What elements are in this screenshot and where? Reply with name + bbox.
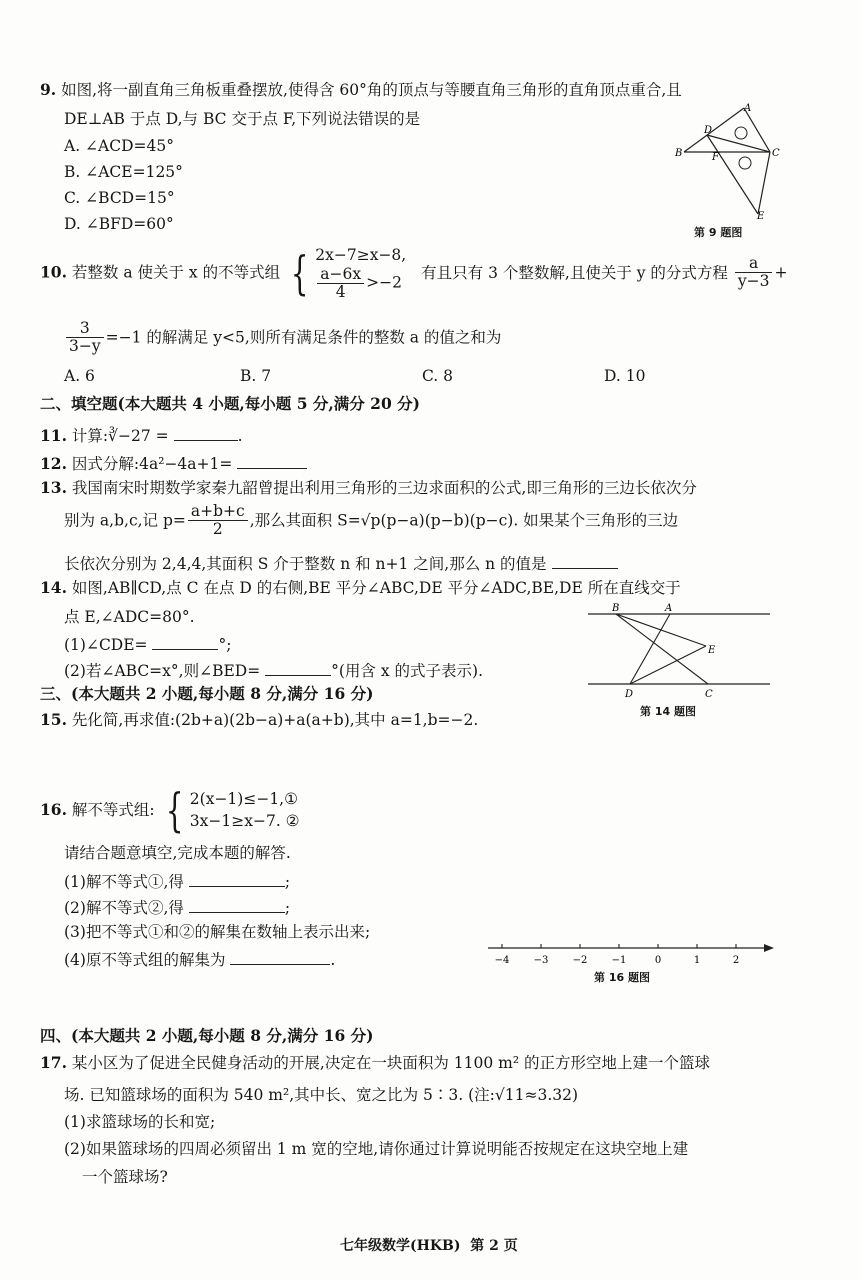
q9-option-d: D. ∠BFD=60°	[64, 215, 174, 233]
q10-line2	[64, 320, 501, 355]
q13-text-1: 我国南宋时期数学家秦九韶曾提出利用三角形的三边求面积的公式,即三角形的三边长依次分	[71, 479, 697, 497]
q16-part2	[64, 896, 290, 918]
q9-line1	[40, 80, 682, 100]
q16-caption: 第 16 题图	[594, 971, 650, 984]
q16-instructions: 请结合题意填空,完成本题的解答.	[64, 844, 291, 862]
q16-tick-label: −4	[494, 955, 510, 966]
q10-frac1-num: a	[735, 255, 773, 273]
q14-part2-blank[interactable]	[265, 659, 331, 676]
q16-part1-blank[interactable]	[189, 870, 285, 887]
q16-tick-label: −3	[533, 955, 549, 966]
q14-label-a: A	[665, 603, 673, 614]
q14-line1	[40, 578, 681, 598]
q15	[40, 710, 478, 730]
q10-system-row1: 2x−7≥x−8,	[315, 246, 407, 264]
q10-frac1-den: y−3	[737, 272, 770, 290]
q17-number: 17.	[40, 1053, 67, 1072]
q10-line1	[40, 244, 787, 301]
q15-text: 先化简,再求值:(2b+a)(2b−a)+a(a+b),其中 a=1,b=−2.	[71, 711, 479, 729]
q13-text-3: 长依次分别为 2,4,4,其面积 S 介于整数 n 和 n+1 之间,那么 n 的值是	[64, 555, 547, 573]
q9-option-c: C. ∠BCD=15°	[64, 189, 175, 207]
q13-text-2a: 别为 a,b,c,记 p=	[64, 511, 186, 530]
q10-sys-num: a−6x	[317, 266, 364, 284]
q12-number: 12.	[40, 454, 67, 473]
section-4-title: 四、(本大题共 2 小题,每小题 8 分,满分 16 分)	[40, 1026, 374, 1045]
q16-part4-blank[interactable]	[230, 948, 330, 965]
q9-figure	[672, 102, 788, 222]
q16-number-line	[482, 936, 782, 970]
q9-text-1: 如图,将一副直角三角板重叠摆放,使得含 60°角的顶点与等腰直角三角形的直角顶点重合,且	[61, 81, 682, 99]
q13-line3	[64, 552, 618, 574]
q9-number: 9.	[40, 80, 57, 99]
q10-fraction-2	[66, 320, 104, 355]
section-2-title: 二、填空题(本大题共 4 小题,每小题 5 分,满分 20 分)	[40, 394, 420, 413]
q14-part1	[64, 633, 231, 655]
q11-text: 计算:∛−27 =	[71, 427, 169, 445]
q13-p-num: a+b+c	[188, 503, 248, 521]
q16-part2-text: (2)解不等式②,得	[64, 899, 184, 917]
q10-sys-rest: >−2	[366, 273, 402, 292]
q14-part1-tail: °;	[218, 636, 232, 654]
q9-line2: DE⊥AB 于点 D,与 BC 交于点 F,下列说法错误的是	[64, 110, 421, 128]
q13-answer-blank[interactable]	[552, 552, 618, 569]
q13-p-den: 2	[212, 520, 223, 538]
q14-part2	[64, 659, 483, 681]
q10-frac2-num: 3	[66, 320, 104, 338]
q14-figure	[588, 602, 772, 702]
q16-tick-label: 2	[732, 955, 740, 966]
q17-part2-line1: (2)如果篮球场的四周必须留出 1 m 宽的空地,请你通过计算说明能否按规定在这块空地上建	[64, 1140, 689, 1158]
q16-part3: (3)把不等式①和②的解集在数轴上表示出来;	[64, 923, 371, 941]
q13-number: 13.	[40, 478, 67, 497]
q12	[40, 452, 307, 474]
q13-p-fraction	[188, 503, 248, 538]
q10-frac2-den: 3−y	[69, 337, 101, 355]
q13-line2	[64, 503, 678, 538]
q16-part2-tail: ;	[284, 899, 291, 917]
q11	[40, 424, 243, 446]
q9-option-a: A. ∠ACD=45°	[64, 137, 174, 155]
q12-answer-blank[interactable]	[237, 452, 307, 469]
q16-part1	[64, 870, 290, 892]
q9-label-b: B	[675, 148, 683, 159]
q16-part1-text: (1)解不等式①,得	[64, 873, 184, 891]
q10-text-c: =−1 的解满足 y<5,则所有满足条件的整数 a 的值之和为	[105, 328, 502, 347]
q14-number: 14.	[40, 578, 67, 597]
q10-option-a: A. 6	[64, 367, 95, 385]
q16-part4	[64, 948, 335, 970]
q9-label-a: A	[744, 103, 752, 114]
q9-label-c: C	[772, 148, 780, 159]
q10-system-brace: {	[290, 245, 309, 300]
q16-text: 解不等式组:	[71, 801, 155, 819]
q9-label-f: F	[712, 152, 719, 163]
q16-system	[190, 788, 300, 832]
section-3-title: 三、(本大题共 2 小题,每小题 8 分,满分 16 分)	[40, 684, 374, 703]
q16-tick-label: −2	[572, 955, 588, 966]
q17-part1: (1)求篮球场的长和宽;	[64, 1113, 216, 1131]
q16-row1: 2(x−1)≤−1,①	[189, 790, 299, 808]
q14-label-b: B	[612, 603, 620, 614]
q17-line2: 场. 已知篮球场的面积为 540 m²,其中长、宽之比为 5∶3. (注:√11≈3.32)	[64, 1086, 579, 1104]
q17-line1	[40, 1053, 710, 1073]
q10-number: 10.	[40, 262, 67, 282]
q13-text-2b: ,那么其面积 S=√p(p−a)(p−b)(p−c). 如果某个三角形的三边	[249, 511, 679, 530]
q10-system-row2	[315, 266, 406, 301]
q16-row2: 3x−1≥x−7. ②	[189, 812, 300, 830]
q10-fraction-1	[735, 255, 773, 290]
q16-line1	[40, 783, 300, 837]
q10-plus: +	[774, 263, 788, 282]
q14-part2-tail: °(用含 x 的式子表示).	[331, 662, 483, 680]
q14-label-e: E	[708, 645, 716, 656]
q14-text-1: 如图,AB∥CD,点 C 在点 D 的右侧,BE 平分∠ABC,DE 平分∠ADC,BE,DE 所在直线交于	[71, 579, 681, 597]
q16-number: 16.	[40, 800, 67, 819]
q10-option-d: D. 10	[604, 367, 646, 385]
q10-text-b: 有且只有 3 个整数解,且使关于 y 的分式方程	[421, 263, 728, 282]
q11-tail: .	[237, 427, 243, 445]
q10-option-c: C. 8	[422, 367, 454, 385]
q16-part4-tail: .	[330, 951, 336, 969]
q17-part2-line2: 一个篮球场?	[82, 1168, 168, 1186]
q14-caption: 第 14 题图	[640, 705, 696, 718]
q14-part1-text: (1)∠CDE=	[64, 636, 148, 654]
q11-answer-blank[interactable]	[174, 424, 238, 441]
q14-label-c: C	[705, 689, 713, 700]
q10-option-b: B. 7	[240, 367, 272, 385]
page-footer: 七年级数学(HKB) 第 2 页	[340, 1238, 518, 1254]
q10-text-a: 若整数 a 使关于 x 的不等式组	[71, 263, 281, 282]
q17-text-1: 某小区为了促进全民健身活动的开展,决定在一块面积为 1100 m² 的正方形空地上建一个篮球	[71, 1054, 710, 1072]
q15-number: 15.	[40, 710, 67, 729]
q16-tick-label: −1	[611, 955, 627, 966]
q9-label-d: D	[704, 125, 713, 136]
q16-tick-label: 0	[654, 955, 662, 966]
q14-line2: 点 E,∠ADC=80°.	[64, 608, 195, 626]
q16-part2-blank[interactable]	[189, 896, 285, 913]
q14-part2-text: (2)若∠ABC=x°,则∠BED=	[64, 662, 261, 680]
q16-tick-label: 1	[693, 955, 701, 966]
q14-label-d: D	[625, 689, 634, 700]
q10-system	[315, 244, 406, 301]
q10-system-fraction	[317, 266, 364, 301]
q16-part1-tail: ;	[284, 873, 291, 891]
q9-caption: 第 9 题图	[694, 226, 743, 239]
q14-part1-blank[interactable]	[152, 633, 218, 650]
q11-number: 11.	[40, 426, 67, 445]
q9-option-b: B. ∠ACE=125°	[64, 163, 183, 181]
q16-part4-text: (4)原不等式组的解集为	[64, 951, 226, 969]
q13-line1	[40, 478, 697, 498]
q10-sys-den: 4	[335, 283, 346, 301]
q16-system-brace: {	[165, 783, 184, 837]
q12-text: 因式分解:4a²−4a+1=	[71, 455, 233, 473]
q9-label-e: E	[757, 211, 765, 222]
